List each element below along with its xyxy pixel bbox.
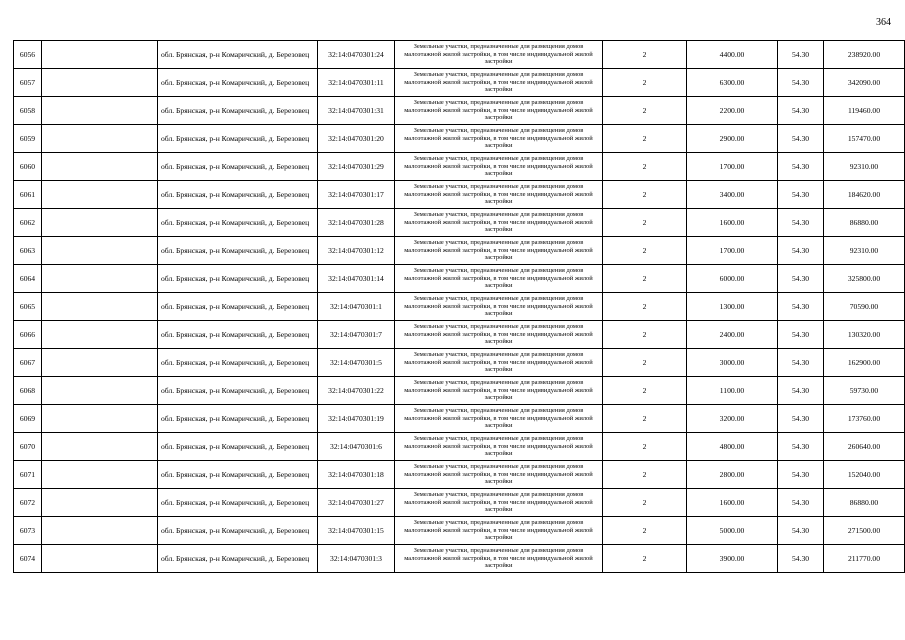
table-row <box>14 265 905 293</box>
area-cell: 6000.00 <box>687 265 778 293</box>
cadastral-number-cell: 32:14:0470301:18 <box>318 461 395 489</box>
area-cell: 1700.00 <box>687 237 778 265</box>
rate-cell: 54.30 <box>778 125 824 153</box>
address-cell: обл. Брянская, р-н Комаричский, д. Березовец <box>158 461 318 489</box>
cadastral-number-cell: 32:14:0470301:29 <box>318 153 395 181</box>
empty-cell <box>42 153 158 181</box>
row-number: 6058 <box>14 97 42 125</box>
rate-cell: 54.30 <box>778 517 824 545</box>
rate-cell: 54.30 <box>778 433 824 461</box>
table-row <box>14 377 905 405</box>
row-number: 6065 <box>14 293 42 321</box>
row-number: 6071 <box>14 461 42 489</box>
category-cell: 2 <box>603 489 687 517</box>
cadastral-number-cell: 32:14:0470301:17 <box>318 181 395 209</box>
cadastral-value-cell: 173760.00 <box>824 405 905 433</box>
row-number: 6068 <box>14 377 42 405</box>
empty-cell <box>42 293 158 321</box>
cadastral-number-cell: 32:14:0470301:15 <box>318 517 395 545</box>
category-cell: 2 <box>603 153 687 181</box>
address-cell: обл. Брянская, р-н Комаричский, д. Березовец <box>158 405 318 433</box>
empty-cell <box>42 237 158 265</box>
cadastral-value-cell: 157470.00 <box>824 125 905 153</box>
land-use-cell: Земельные участки, предназначенные для размещения домов малоэтажной жилой застройки, в том числе индивидуальной жилой застройки <box>395 405 603 433</box>
land-use-cell: Земельные участки, предназначенные для размещения домов малоэтажной жилой застройки, в том числе индивидуальной жилой застройки <box>395 237 603 265</box>
table-row <box>14 545 905 573</box>
cadastral-number-cell: 32:14:0470301:20 <box>318 125 395 153</box>
row-number: 6072 <box>14 489 42 517</box>
cadastral-value-cell: 238920.00 <box>824 41 905 69</box>
cadastral-value-cell: 92310.00 <box>824 237 905 265</box>
row-number: 6062 <box>14 209 42 237</box>
cadastral-number-cell: 32:14:0470301:14 <box>318 265 395 293</box>
row-number: 6066 <box>14 321 42 349</box>
row-number: 6059 <box>14 125 42 153</box>
table-row <box>14 237 905 265</box>
category-cell: 2 <box>603 41 687 69</box>
cadastral-number-cell: 32:14:0470301:5 <box>318 349 395 377</box>
land-use-cell: Земельные участки, предназначенные для размещения домов малоэтажной жилой застройки, в том числе индивидуальной жилой застройки <box>395 125 603 153</box>
address-cell: обл. Брянская, р-н Комаричский, д. Березовец <box>158 41 318 69</box>
land-use-cell: Земельные участки, предназначенные для размещения домов малоэтажной жилой застройки, в том числе индивидуальной жилой застройки <box>395 97 603 125</box>
land-use-cell: Земельные участки, предназначенные для размещения домов малоэтажной жилой застройки, в том числе индивидуальной жилой застройки <box>395 321 603 349</box>
area-cell: 2800.00 <box>687 461 778 489</box>
cadastral-value-cell: 119460.00 <box>824 97 905 125</box>
table-row <box>14 489 905 517</box>
cadastral-number-cell: 32:14:0470301:28 <box>318 209 395 237</box>
cadastral-number-cell: 32:14:0470301:7 <box>318 321 395 349</box>
cadastral-number-cell: 32:14:0470301:6 <box>318 433 395 461</box>
land-use-cell: Земельные участки, предназначенные для размещения домов малоэтажной жилой застройки, в том числе индивидуальной жилой застройки <box>395 265 603 293</box>
table-row <box>14 125 905 153</box>
cadastral-value-cell: 59730.00 <box>824 377 905 405</box>
cadastral-value-cell: 86880.00 <box>824 489 905 517</box>
area-cell: 3900.00 <box>687 545 778 573</box>
cadastral-value-cell: 162900.00 <box>824 349 905 377</box>
rate-cell: 54.30 <box>778 265 824 293</box>
empty-cell <box>42 545 158 573</box>
category-cell: 2 <box>603 321 687 349</box>
address-cell: обл. Брянская, р-н Комаричский, д. Березовец <box>158 293 318 321</box>
area-cell: 4400.00 <box>687 41 778 69</box>
rate-cell: 54.30 <box>778 153 824 181</box>
category-cell: 2 <box>603 209 687 237</box>
area-cell: 3000.00 <box>687 349 778 377</box>
land-use-cell: Земельные участки, предназначенные для размещения домов малоэтажной жилой застройки, в том числе индивидуальной жилой застройки <box>395 41 603 69</box>
land-use-cell: Земельные участки, предназначенные для размещения домов малоэтажной жилой застройки, в том числе индивидуальной жилой застройки <box>395 153 603 181</box>
address-cell: обл. Брянская, р-н Комаричский, д. Березовец <box>158 69 318 97</box>
land-use-cell: Земельные участки, предназначенные для размещения домов малоэтажной жилой застройки, в том числе индивидуальной жилой застройки <box>395 209 603 237</box>
address-cell: обл. Брянская, р-н Комаричский, д. Березовец <box>158 265 318 293</box>
table-row <box>14 405 905 433</box>
table-row <box>14 181 905 209</box>
land-use-cell: Земельные участки, предназначенные для размещения домов малоэтажной жилой застройки, в том числе индивидуальной жилой застройки <box>395 489 603 517</box>
row-number: 6060 <box>14 153 42 181</box>
rate-cell: 54.30 <box>778 461 824 489</box>
cadastral-value-cell: 325800.00 <box>824 265 905 293</box>
address-cell: обл. Брянская, р-н Комаричский, д. Березовец <box>158 321 318 349</box>
row-number: 6064 <box>14 265 42 293</box>
rate-cell: 54.30 <box>778 41 824 69</box>
land-use-cell: Земельные участки, предназначенные для размещения домов малоэтажной жилой застройки, в том числе индивидуальной жилой застройки <box>395 377 603 405</box>
row-number: 6056 <box>14 41 42 69</box>
land-use-cell: Земельные участки, предназначенные для размещения домов малоэтажной жилой застройки, в том числе индивидуальной жилой застройки <box>395 181 603 209</box>
empty-cell <box>42 181 158 209</box>
rate-cell: 54.30 <box>778 69 824 97</box>
rate-cell: 54.30 <box>778 293 824 321</box>
registry-body <box>14 41 905 573</box>
cadastral-value-cell: 92310.00 <box>824 153 905 181</box>
area-cell: 4800.00 <box>687 433 778 461</box>
address-cell: обл. Брянская, р-н Комаричский, д. Березовец <box>158 489 318 517</box>
rate-cell: 54.30 <box>778 321 824 349</box>
cadastral-number-cell: 32:14:0470301:19 <box>318 405 395 433</box>
category-cell: 2 <box>603 405 687 433</box>
rate-cell: 54.30 <box>778 237 824 265</box>
area-cell: 2200.00 <box>687 97 778 125</box>
category-cell: 2 <box>603 69 687 97</box>
table-row <box>14 349 905 377</box>
area-cell: 3200.00 <box>687 405 778 433</box>
cadastral-value-cell: 260640.00 <box>824 433 905 461</box>
address-cell: обл. Брянская, р-н Комаричский, д. Березовец <box>158 125 318 153</box>
row-number: 6061 <box>14 181 42 209</box>
address-cell: обл. Брянская, р-н Комаричский, д. Березовец <box>158 153 318 181</box>
cadastral-number-cell: 32:14:0470301:24 <box>318 41 395 69</box>
category-cell: 2 <box>603 545 687 573</box>
address-cell: обл. Брянская, р-н Комаричский, д. Березовец <box>158 349 318 377</box>
row-number: 6073 <box>14 517 42 545</box>
cadastral-number-cell: 32:14:0470301:27 <box>318 489 395 517</box>
empty-cell <box>42 321 158 349</box>
empty-cell <box>42 125 158 153</box>
address-cell: обл. Брянская, р-н Комаричский, д. Березовец <box>158 433 318 461</box>
address-cell: обл. Брянская, р-н Комаричский, д. Березовец <box>158 377 318 405</box>
address-cell: обл. Брянская, р-н Комаричский, д. Березовец <box>158 181 318 209</box>
cadastral-value-cell: 70590.00 <box>824 293 905 321</box>
empty-cell <box>42 349 158 377</box>
category-cell: 2 <box>603 349 687 377</box>
cadastral-value-cell: 152040.00 <box>824 461 905 489</box>
area-cell: 1300.00 <box>687 293 778 321</box>
category-cell: 2 <box>603 517 687 545</box>
category-cell: 2 <box>603 237 687 265</box>
area-cell: 1100.00 <box>687 377 778 405</box>
row-number: 6057 <box>14 69 42 97</box>
table-row <box>14 41 905 69</box>
land-use-cell: Земельные участки, предназначенные для размещения домов малоэтажной жилой застройки, в том числе индивидуальной жилой застройки <box>395 293 603 321</box>
empty-cell <box>42 433 158 461</box>
address-cell: обл. Брянская, р-н Комаричский, д. Березовец <box>158 237 318 265</box>
cadastral-number-cell: 32:14:0470301:22 <box>318 377 395 405</box>
rate-cell: 54.30 <box>778 489 824 517</box>
category-cell: 2 <box>603 125 687 153</box>
table-row <box>14 153 905 181</box>
address-cell: обл. Брянская, р-н Комаричский, д. Березовец <box>158 517 318 545</box>
area-cell: 2900.00 <box>687 125 778 153</box>
page-number: 364 <box>876 17 891 28</box>
land-use-cell: Земельные участки, предназначенные для размещения домов малоэтажной жилой застройки, в том числе индивидуальной жилой застройки <box>395 69 603 97</box>
rate-cell: 54.30 <box>778 209 824 237</box>
table-row <box>14 209 905 237</box>
address-cell: обл. Брянская, р-н Комаричский, д. Березовец <box>158 97 318 125</box>
area-cell: 6300.00 <box>687 69 778 97</box>
empty-cell <box>42 69 158 97</box>
cadastral-number-cell: 32:14:0470301:31 <box>318 97 395 125</box>
empty-cell <box>42 209 158 237</box>
category-cell: 2 <box>603 293 687 321</box>
table-row <box>14 97 905 125</box>
address-cell: обл. Брянская, р-н Комаричский, д. Березовец <box>158 545 318 573</box>
land-use-cell: Земельные участки, предназначенные для размещения домов малоэтажной жилой застройки, в том числе индивидуальной жилой застройки <box>395 349 603 377</box>
cadastral-value-cell: 86880.00 <box>824 209 905 237</box>
cadastral-number-cell: 32:14:0470301:11 <box>318 69 395 97</box>
empty-cell <box>42 461 158 489</box>
row-number: 6063 <box>14 237 42 265</box>
area-cell: 1600.00 <box>687 209 778 237</box>
row-number: 6074 <box>14 545 42 573</box>
area-cell: 2400.00 <box>687 321 778 349</box>
land-use-cell: Земельные участки, предназначенные для размещения домов малоэтажной жилой застройки, в том числе индивидуальной жилой застройки <box>395 545 603 573</box>
cadastral-value-cell: 211770.00 <box>824 545 905 573</box>
empty-cell <box>42 41 158 69</box>
land-use-cell: Земельные участки, предназначенные для размещения домов малоэтажной жилой застройки, в том числе индивидуальной жилой застройки <box>395 433 603 461</box>
empty-cell <box>42 405 158 433</box>
empty-cell <box>42 489 158 517</box>
table-row <box>14 321 905 349</box>
row-number: 6067 <box>14 349 42 377</box>
cadastral-number-cell: 32:14:0470301:1 <box>318 293 395 321</box>
table-row <box>14 293 905 321</box>
category-cell: 2 <box>603 97 687 125</box>
rate-cell: 54.30 <box>778 377 824 405</box>
category-cell: 2 <box>603 377 687 405</box>
area-cell: 1700.00 <box>687 153 778 181</box>
rate-cell: 54.30 <box>778 97 824 125</box>
area-cell: 3400.00 <box>687 181 778 209</box>
address-cell: обл. Брянская, р-н Комаричский, д. Березовец <box>158 209 318 237</box>
area-cell: 1600.00 <box>687 489 778 517</box>
cadastral-value-cell: 271500.00 <box>824 517 905 545</box>
cadastral-number-cell: 32:14:0470301:12 <box>318 237 395 265</box>
category-cell: 2 <box>603 433 687 461</box>
area-cell: 5000.00 <box>687 517 778 545</box>
category-cell: 2 <box>603 181 687 209</box>
table-row <box>14 461 905 489</box>
table-row <box>14 69 905 97</box>
row-number: 6070 <box>14 433 42 461</box>
empty-cell <box>42 517 158 545</box>
land-use-cell: Земельные участки, предназначенные для размещения домов малоэтажной жилой застройки, в том числе индивидуальной жилой застройки <box>395 517 603 545</box>
rate-cell: 54.30 <box>778 181 824 209</box>
cadastral-number-cell: 32:14:0470301:3 <box>318 545 395 573</box>
rate-cell: 54.30 <box>778 405 824 433</box>
rate-cell: 54.30 <box>778 349 824 377</box>
cadastral-value-cell: 130320.00 <box>824 321 905 349</box>
empty-cell <box>42 377 158 405</box>
cadastral-value-cell: 342090.00 <box>824 69 905 97</box>
table-row <box>14 433 905 461</box>
rate-cell: 54.30 <box>778 545 824 573</box>
empty-cell <box>42 265 158 293</box>
table-row <box>14 517 905 545</box>
row-number: 6069 <box>14 405 42 433</box>
category-cell: 2 <box>603 265 687 293</box>
category-cell: 2 <box>603 461 687 489</box>
land-use-cell: Земельные участки, предназначенные для размещения домов малоэтажной жилой застройки, в том числе индивидуальной жилой застройки <box>395 461 603 489</box>
land-registry-table <box>13 40 905 573</box>
cadastral-value-cell: 184620.00 <box>824 181 905 209</box>
empty-cell <box>42 97 158 125</box>
